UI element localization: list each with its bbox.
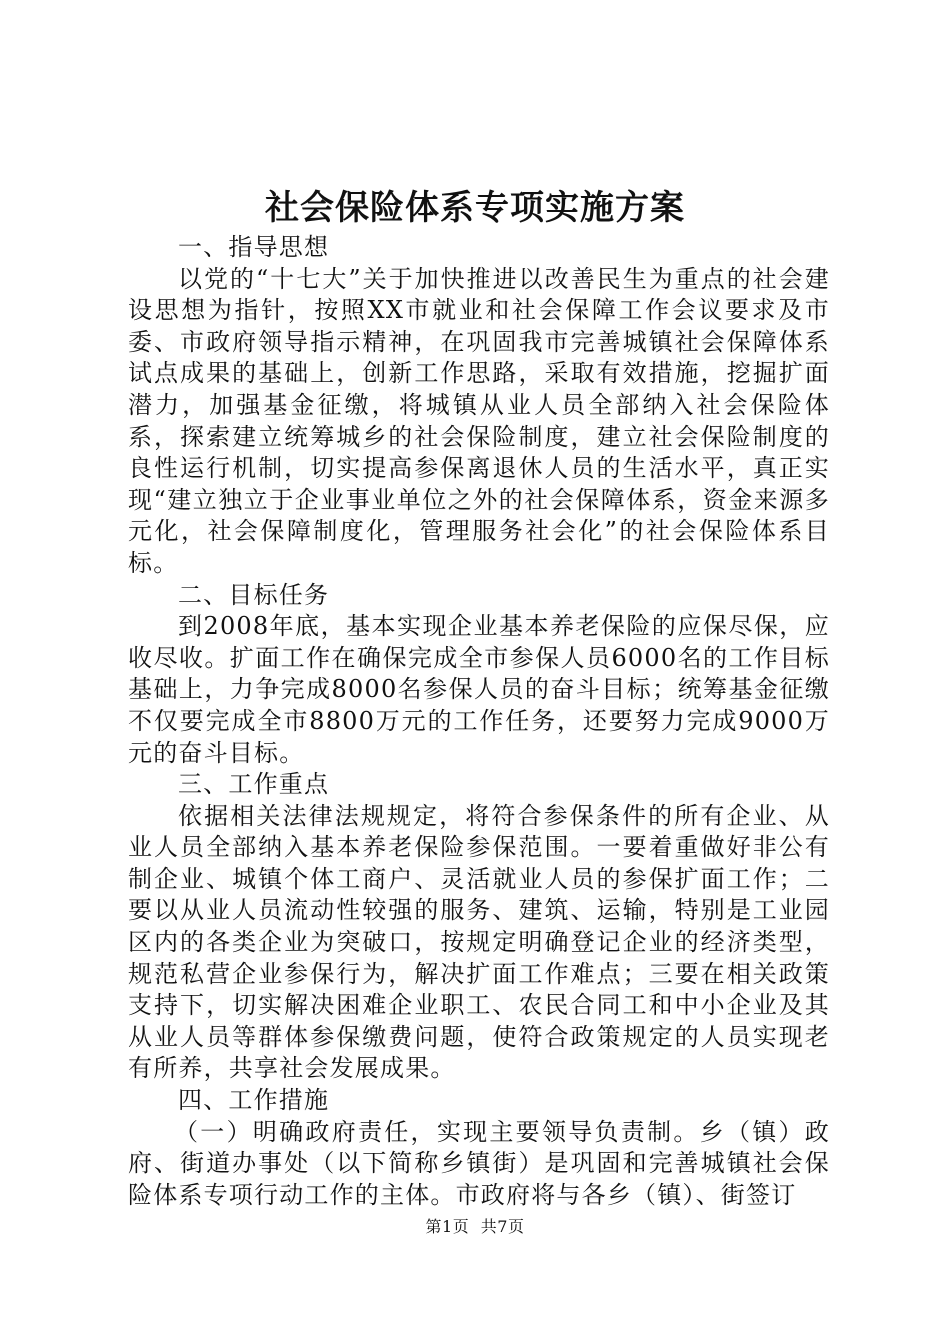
section-heading-guiding-thought: 一、指导思想 <box>178 233 330 261</box>
document-title: 社会保险体系专项实施方案 <box>265 188 685 228</box>
document-body <box>128 232 830 1211</box>
section-paragraph: 以党的“十七大”关于加快推进以改善民生为重点的社会建设思想为指针，按照XX市就业和社会保障工作会议要求及市委、市政府领导指示精神，在巩固我市完善城镇社会保障体系试点成果的基础上，创新工作思路，采取有效措施，挖掘扩面潜力，加强基金征缴，将城镇从业人员全部纳入社会保险体系，探索建立统筹城乡的社会保险制度，建立社会保险制度的良性运行机制，切实提高参保离退休人员的生活水平，真正实现“建立独立于企业事业单位之外的社会保障体系，资金来源多元化，社会保障制度化，管理服务社会化”的社会保险体系目标。 <box>128 264 830 577</box>
page-footer <box>0 1216 950 1238</box>
section-heading-key-work: 三、工作重点 <box>178 770 330 799</box>
section-heading-targets: 二、目标任务 <box>178 580 330 609</box>
page-number: 第1页 <box>425 1217 470 1236</box>
section-heading-measures: 四、工作措施 <box>178 1086 330 1115</box>
page-total: 共7页 <box>480 1217 525 1236</box>
section-paragraph: （一）明确政府责任，实现主要领导负责制。乡（镇）政府、街道办事处（以下简称乡镇街）是巩固和完善城镇社会保险体系专项行动工作的主体。市政府将与各乡（镇）、街签订 <box>128 1117 830 1209</box>
section-paragraph: 到2008年底，基本实现企业基本养老保险的应保尽保，应收尽收。扩面工作在确保完成全市参保人员6000名的工作目标基础上，力争完成8000名参保人员的奋斗目标；统筹基金征缴不仅要完成全市8800万元的工作任务，还要努力完成9000万元的奋斗目标。 <box>128 612 830 767</box>
section-paragraph: 依据相关法律法规规定，将符合参保条件的所有企业、从业人员全部纳入基本养老保险参保范围。一要着重做好非公有制企业、城镇个体工商户、灵活就业人员的参保扩面工作；二要以从业人员流动性较强的服务、建筑、运输，特别是工业园区内的各类企业为突破口，按规定明确登记企业的经济类型，规范私营企业参保行为，解决扩面工作难点；三要在相关政策支持下，切实解决困难企业职工、农民合同工和中小企业及其从业人员等群体参保缴费问题，使符合政策规定的人员实现老有所养，共享社会发展成果。 <box>128 801 830 1083</box>
